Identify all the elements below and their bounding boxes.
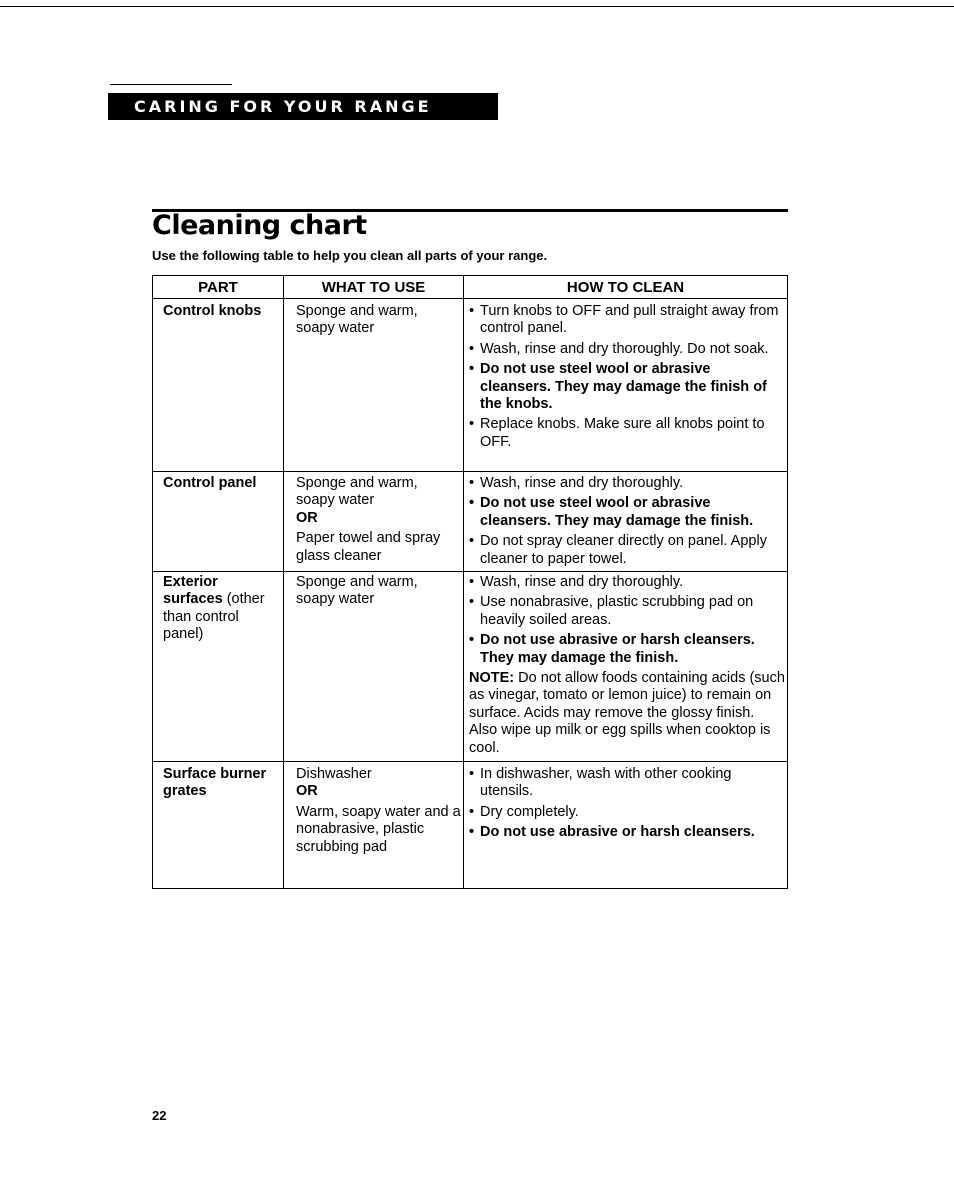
column-divider xyxy=(283,276,284,888)
header-divider xyxy=(153,298,787,299)
table-row-how xyxy=(469,766,785,845)
column-header-what-to-use: WHAT TO USE xyxy=(321,279,426,296)
table-row-how xyxy=(469,475,785,571)
list-item-warning: • Do not use steel wool or abrasive cleansers. They may damage the finish of the knobs. xyxy=(469,361,785,413)
intro-text: Use the following table to help you clean all parts of your range. xyxy=(152,248,548,263)
list-item: • Wash, rinse and dry thoroughly. xyxy=(469,574,785,591)
table-row-how xyxy=(469,303,785,454)
list-item: • Replace knobs. Make sure all knobs point to OFF. xyxy=(469,416,785,451)
use-text: Paper towel and spray glass cleaner xyxy=(296,530,441,564)
table-row-use xyxy=(296,475,456,565)
table-row-use xyxy=(296,766,461,856)
row-divider xyxy=(153,761,787,762)
note xyxy=(469,670,785,757)
list-item: • Wash, rinse and dry thoroughly. Do not soak. xyxy=(469,341,785,358)
use-text: Warm, soapy water and a nonabrasive, plastic scrubbing pad xyxy=(296,803,461,855)
list-item: • Dry completely. xyxy=(469,804,785,821)
use-or: OR xyxy=(296,783,318,800)
row-divider xyxy=(153,571,787,572)
part-extra: (other than control panel) xyxy=(163,591,265,643)
note-label: NOTE: xyxy=(469,670,515,687)
list-item: • Turn knobs to OFF and pull straight away from control panel. xyxy=(469,303,785,338)
list-item: • Do not spray cleaner directly on panel. Apply cleaner to paper towel. xyxy=(469,533,785,568)
row-divider xyxy=(153,471,787,472)
list-item-warning: • Do not use abrasive or harsh cleansers. xyxy=(469,824,785,841)
table-row-use xyxy=(296,303,456,338)
page-number: 22 xyxy=(152,1108,167,1123)
column-header-part: PART xyxy=(198,279,238,296)
list-item-warning: • Do not use abrasive or harsh cleansers. They may damage the finish. xyxy=(469,632,785,667)
list-item-warning: • Do not use steel wool or abrasive cleansers. They may damage the finish. xyxy=(469,495,785,530)
part-name: Exterior surfaces xyxy=(163,574,223,608)
table-row-how xyxy=(469,574,785,757)
use-text: Sponge and warm, soapy water xyxy=(296,303,418,337)
column-header-how-to-clean: HOW TO CLEAN xyxy=(566,279,685,296)
use-text: Dishwasher xyxy=(296,766,372,782)
note-text: Do not allow foods containing acids (such as vinegar, tomato or lemon juice) to remain on surface. Acids may remove the glossy finish. Also wipe up milk or egg spills when cooktop is cool. xyxy=(469,670,785,756)
header-thin-rule xyxy=(110,84,232,85)
list-item: • In dishwasher, wash with other cooking utensils. xyxy=(469,766,785,801)
table-row-part xyxy=(163,574,278,644)
use-or: OR xyxy=(296,509,318,526)
use-text: Sponge and warm, soapy water xyxy=(296,475,418,509)
table-row-part: Surface burner grates xyxy=(163,766,267,800)
page-title: Cleaning chart xyxy=(152,210,367,241)
table-row-use xyxy=(296,574,456,609)
top-rule xyxy=(0,6,954,7)
list-item: • Wash, rinse and dry thoroughly. xyxy=(469,475,785,492)
table-row-part: Control panel xyxy=(163,475,257,491)
column-divider xyxy=(463,276,464,888)
cleaning-chart-table xyxy=(152,275,788,889)
table-row-part: Control knobs xyxy=(163,303,262,319)
use-text: Sponge and warm, soapy water xyxy=(296,574,418,608)
section-banner: CARING FOR YOUR RANGE xyxy=(108,93,498,120)
list-item: • Use nonabrasive, plastic scrubbing pad on heavily soiled areas. xyxy=(469,594,785,629)
